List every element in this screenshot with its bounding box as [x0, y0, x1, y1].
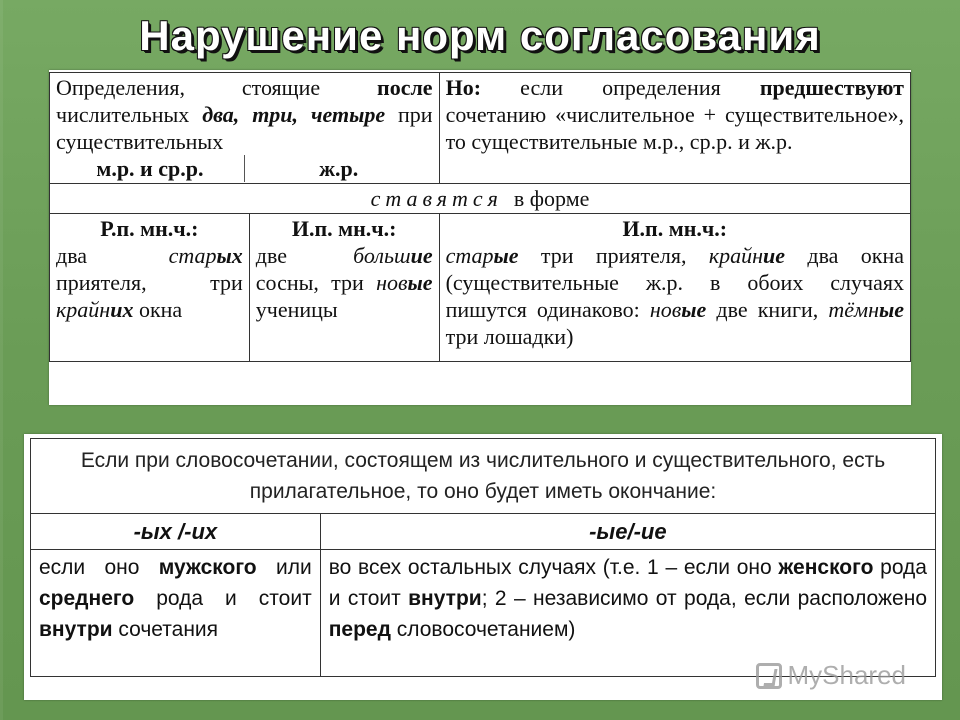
- slide-title: Нарушение норм согласования: [139, 12, 821, 59]
- table-row: [50, 214, 911, 362]
- text-fragment: стар: [445, 243, 494, 268]
- bold-fragment: внутри: [408, 587, 482, 610]
- text-fragment: две: [255, 243, 354, 268]
- text-fragment: сочетания: [112, 618, 219, 641]
- rule-after-numerals-cell: [50, 73, 440, 184]
- gender-row: [56, 155, 433, 182]
- rules-table: [49, 72, 911, 362]
- text-fragment: больш: [353, 243, 411, 268]
- col3-header: И.п. мн.ч.:: [622, 216, 728, 241]
- nominative-plural-preceding-cell: [439, 214, 910, 362]
- nominative-plural-cell: [249, 214, 439, 362]
- ending-fragment: ые: [493, 243, 519, 268]
- endings-table: [30, 438, 936, 677]
- text-fragment: рода и стоит: [328, 556, 927, 610]
- bold-fragment: предшествуют: [759, 75, 904, 100]
- bold-fragment: внутри: [39, 618, 113, 641]
- rule-after-numerals-text: [56, 74, 433, 155]
- bold-fragment: женского: [778, 556, 874, 579]
- text-fragment: три приятеля,: [518, 243, 709, 268]
- text-fragment: сосны, три: [255, 270, 377, 295]
- text-fragment: если оно: [39, 556, 159, 579]
- bold-fragment: перед: [328, 618, 391, 641]
- text-fragment: приятеля, три: [56, 270, 243, 295]
- bold-fragment: мужского: [158, 556, 257, 579]
- ending-header-ye-ie: -ые/-ие: [320, 514, 935, 550]
- col1-text: [56, 242, 243, 323]
- numerals-fragment: два, три, четыре: [202, 102, 386, 127]
- text-fragment: при существительных: [56, 102, 433, 154]
- ending-header-yh-ih: -ых /-их: [31, 514, 321, 550]
- col2-text: [256, 242, 433, 323]
- endings-table-card: [24, 434, 942, 700]
- text-fragment: словосочетанием): [390, 618, 576, 641]
- ending-fragment: ые: [878, 297, 905, 322]
- text-fragment: если определения: [481, 75, 760, 100]
- gender-fem: ж.р.: [319, 156, 359, 181]
- text-fragment: тёмн: [828, 297, 879, 322]
- placed-in-form-cell: [50, 184, 911, 214]
- text-fragment: ; 2 – независимо от рода, если расположено: [481, 587, 928, 610]
- text-fragment: крайн: [56, 297, 111, 322]
- text-fragment: или: [256, 556, 312, 579]
- ending-yh-ih-rule: [31, 550, 321, 677]
- col3-text: [446, 242, 904, 350]
- genitive-plural-cell: [50, 214, 250, 362]
- text-fragment: два: [56, 243, 169, 268]
- ending-fragment: ие: [410, 243, 433, 268]
- text-fragment: два окна (существительные ж.р. в обоих случаях пишутся одинаково:: [445, 243, 904, 322]
- col2-header: И.п. мн.ч.:: [291, 216, 397, 241]
- table-row: [50, 73, 911, 184]
- in-form-text: в форме: [513, 186, 590, 211]
- myshared-logo-icon: [756, 663, 782, 689]
- table-row: [31, 550, 936, 677]
- watermark-text: MyShared: [787, 660, 906, 690]
- text-fragment: нов: [649, 297, 682, 322]
- but-label: Но:: [445, 75, 482, 100]
- gender-masc-neut: м.р. и ср.р.: [56, 155, 245, 182]
- text-fragment: окна: [133, 297, 183, 322]
- text-fragment: крайн: [708, 243, 764, 268]
- text-fragment: ученицы: [255, 297, 338, 322]
- text-fragment: Определения, стоящие: [56, 75, 378, 100]
- table-row: [50, 184, 911, 214]
- text-fragment: рода и стоит: [134, 587, 312, 610]
- col1-header: Р.п. мн.ч.:: [100, 216, 199, 241]
- text-fragment: нов: [376, 270, 408, 295]
- ending-fragment: ые: [681, 297, 707, 322]
- table-row: [31, 439, 936, 514]
- text-fragment: числительных: [56, 102, 203, 127]
- table-row: [31, 514, 936, 550]
- ending-fragment: ие: [763, 243, 786, 268]
- text-fragment: три лошадки): [445, 324, 574, 349]
- ending-fragment: ые: [407, 270, 433, 295]
- endings-intro: Если при словосочетании, состоящем из числительного и существительного, есть прилагательное, то оно будет иметь окончание:: [31, 439, 936, 514]
- bold-fragment: среднего: [39, 587, 135, 610]
- text-fragment: стар: [168, 243, 217, 268]
- rule-before-numerals-cell: [439, 73, 910, 184]
- bold-fragment: после: [377, 75, 433, 100]
- watermark: [756, 660, 907, 691]
- text-fragment: во всех остальных случаях (т.е. 1 – если оно: [328, 556, 779, 579]
- placed-word: ставятся: [370, 186, 503, 211]
- ending-ye-ie-rule: [320, 550, 935, 677]
- text-fragment: сочетанию «числительное + существительное», то существительные м.р., ср.р. и ж.р.: [445, 102, 904, 154]
- text-fragment: две книги,: [706, 297, 829, 322]
- rules-table-card: [49, 70, 911, 405]
- ending-fragment: их: [110, 297, 134, 322]
- ending-fragment: ых: [216, 243, 243, 268]
